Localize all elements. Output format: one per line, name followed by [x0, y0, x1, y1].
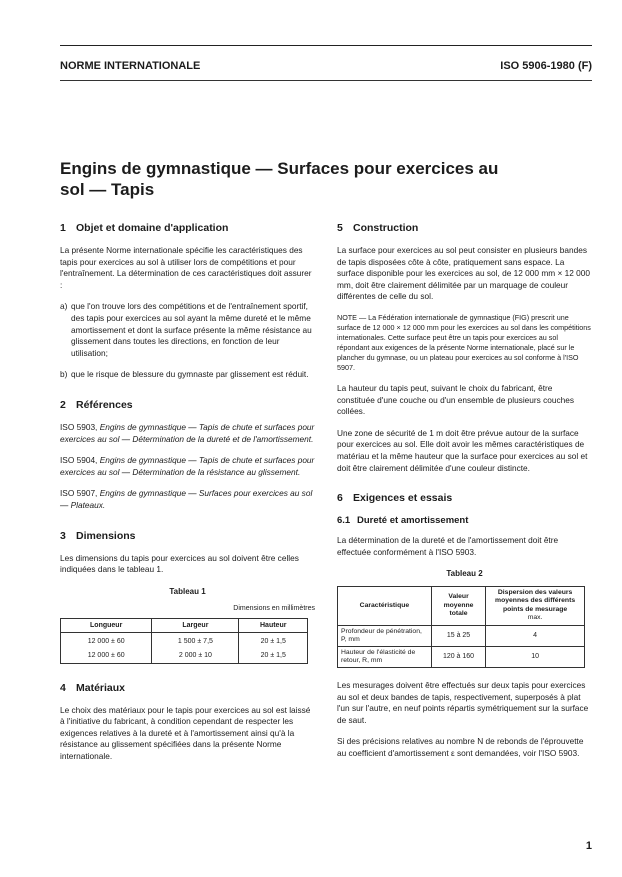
section-5-paragraph-2: La hauteur du tapis peut, suivant le choix du fabricant, être constituée d'une couche ou d'un ensemble de plusieurs couches collées. — [337, 382, 575, 417]
reference-code: ISO 5907, — [60, 488, 98, 499]
section-3-paragraph: Les dimensions du tapis pour exercices au sol doivent être celles indiquées dans le tableau 1. — [60, 552, 299, 575]
list-label-b: b) — [60, 369, 68, 380]
table-2 — [337, 586, 585, 668]
section-2 — [60, 399, 315, 512]
section-6-paragraph-3: Si des précisions relatives au nombre N de rebonds de l'éprouvette au coefficient d'amortissement ε sont demandées, voir l'ISO 5903. — [337, 736, 584, 758]
list-item-b — [60, 369, 315, 381]
title-line-1: Engins de gymnastique — Surfaces pour exercices au — [60, 159, 499, 178]
section-4-paragraph: Le choix des matériaux pour le tapis pour exercices au sol est laissé à l'initiative du fabricant, à condition cependant de respecter les exigences relatives à la dureté et à l'amortissement ainsi qu'à la résistance au glissement spécifiées dans la présente Norme internationale. — [60, 704, 311, 762]
subsection-6-1-heading — [337, 515, 592, 527]
reference-iso-5903 — [60, 422, 315, 445]
reference-title: Engins de gymnastique — Tapis de chute et surfaces pour exercices au sol — Détermination de la résistance au glissement. — [60, 455, 315, 477]
table-2-row — [338, 646, 585, 667]
table-1-row — [61, 633, 308, 649]
section-4-heading — [60, 682, 315, 695]
reference-iso-5907 — [60, 488, 315, 511]
left-column — [60, 222, 315, 781]
table-2-header-row — [338, 586, 585, 625]
table-1-cell: 20 ± 1,5 — [239, 649, 308, 663]
section-2-title: Références — [76, 398, 133, 411]
right-column — [337, 222, 592, 777]
section-6-heading — [337, 492, 592, 505]
section-5-title: Construction — [353, 222, 419, 234]
table-2-header-cell — [486, 586, 585, 625]
list-item-a — [60, 301, 315, 359]
table-1-header-cell: Hauteur — [239, 618, 308, 633]
reference-title: Engins de gymnastique — Surfaces pour exercices au sol — Plateaux. — [60, 488, 313, 510]
section-2-heading — [60, 399, 315, 412]
section-6-number: 6 — [337, 492, 343, 505]
subsection-6-1-number: 6.1 — [337, 515, 351, 527]
table-1-cell: 20 ± 1,5 — [239, 633, 308, 649]
section-6-paragraph-1: La détermination de la dureté et de l'amortissement doit être effectuée conformément à l'ISO 5903. — [337, 535, 559, 557]
section-6-title: Exigences et essais — [353, 492, 453, 505]
section-3-title: Dimensions — [76, 529, 136, 542]
section-1-heading — [60, 222, 315, 235]
table-1-title: Tableau 1 — [169, 586, 206, 596]
table-2-cell: 4 — [486, 625, 585, 646]
section-5-number: 5 — [337, 222, 343, 234]
table-1-header-row — [61, 618, 308, 633]
section-5-heading — [337, 222, 592, 235]
document-title — [60, 158, 580, 200]
section-5-paragraph-3: Une zone de sécurité de 1 m doit être prévue autour de la surface pour exercices au sol. Elle doit avoir les mêmes caractéristiques de matériau et la même hauteur que la surface pour exercices au sol et doit être clairement délimitée d'une couleur distincte. — [337, 427, 588, 473]
subsection-6-1-title: Dureté et amortissement — [357, 515, 469, 527]
list-text-a: que l'on trouve lors des compétitions et de l'entraînement sportif, des tapis pour exercices au sol ayant la même dureté et le même amortissement et dont la surface présente la même résistance au glissement dans toutes les directions, en fonction de leur utilisation; — [71, 301, 312, 358]
table-1-cell: 2 000 ± 10 — [152, 649, 239, 663]
table-2-cell: 10 — [486, 646, 585, 667]
page-header — [60, 45, 592, 72]
section-6-paragraph-2: Les mesurages doivent être effectués sur deux tapis pour exercices au sol et deux bandes de tapis, respectivement, superposés à plat l'un sur l'autre, en neuf points répartis symétriquement sur la surface de saut. — [337, 679, 589, 725]
table-2-title: Tableau 2 — [446, 569, 483, 579]
section-6 — [337, 492, 592, 759]
section-5-paragraph-1: La surface pour exercices au sol peut consister en plusieurs bandes de tapis disposées côte à côte, pratiquement sans espace. La surface disponible pour les exercices au sol, de 12 000 mm × 12 000 mm, doit être clairement délimitée par un marquage de couleur différentes de celle du sol. — [337, 245, 590, 302]
table-1-header-cell: Largeur — [152, 618, 239, 633]
section-1-title: Objet et domaine d'application — [76, 222, 229, 234]
reference-iso-5904 — [60, 455, 315, 478]
table-2-cell: Hauteur de l'élasticité de retour, R, mm — [338, 646, 432, 667]
table-2-cell: 15 à 25 — [431, 625, 485, 646]
table-1-cell: 12 000 ± 60 — [61, 633, 152, 649]
section-1-paragraph: La présente Norme internationale spécifie les caractéristiques des tapis pour exercices au sol à utiliser lors de compétitions et pour l'entraînement. La détermination de ces caractéristiques doit assurer : — [60, 245, 312, 290]
section-3 — [60, 530, 315, 664]
page-number: 1 — [585, 840, 592, 852]
table-1-header-cell: Longueur — [61, 618, 152, 633]
reference-code: ISO 5903, — [60, 421, 98, 432]
table-2-row — [338, 625, 585, 646]
table-1 — [60, 618, 308, 664]
section-5-note: NOTE — La Fédération internationale de gymnastique (FIG) prescrit une surface de 12 000 × 12 000 mm pour les exercices au sol dans les compétitions internationales. Cette surface peut être un tapis pour exercices au sol répondant aux exigences de la présente Norme internationale, placé sur le plancher du gymnase, ou un plateau pour exercices au sol conforme à l'ISO 5907. — [337, 312, 591, 372]
table-2-dispersion-sub: max. — [527, 614, 543, 622]
section-1 — [60, 222, 315, 381]
list-text-b: que le risque de blessure du gymnaste par glissement est réduit. — [71, 369, 309, 380]
table-1-cell: 1 500 ± 7,5 — [152, 633, 239, 649]
section-4-number: 4 — [60, 681, 66, 694]
section-3-number: 3 — [60, 529, 66, 542]
header-divider — [60, 80, 592, 81]
section-3-heading — [60, 530, 315, 543]
header-iso-code: ISO 5906-1980 (F) — [500, 60, 592, 72]
reference-title: Engins de gymnastique — Tapis de chute et surfaces pour exercices au sol — Détermination de la dureté et de l'amortissement. — [60, 421, 315, 444]
table-2-cell: Profondeur de pénétration, P, mm — [338, 625, 432, 646]
table-2-header-cell: Caractéristique — [338, 586, 432, 625]
table-1-cell: 12 000 ± 60 — [61, 649, 152, 663]
table-2-cell: 120 à 160 — [431, 646, 485, 667]
section-2-number: 2 — [60, 398, 66, 411]
reference-code: ISO 5904, — [60, 455, 98, 466]
table-1-row — [61, 649, 308, 663]
table-1-unit-note: Dimensions en millimètres — [233, 605, 315, 613]
section-4 — [60, 682, 315, 763]
table-2-header-cell: Valeur moyenne totale — [431, 586, 485, 625]
section-5 — [337, 222, 592, 474]
title-line-2: sol — Tapis — [60, 180, 155, 199]
list-label-a: a) — [60, 301, 68, 312]
header-norm-label: NORME INTERNATIONALE — [60, 60, 201, 72]
table-2-dispersion-label: Dispersion des valeurs moyennes des différents points de mesurage — [495, 588, 576, 613]
section-4-title: Matériaux — [76, 681, 126, 694]
section-1-number: 1 — [60, 222, 66, 234]
